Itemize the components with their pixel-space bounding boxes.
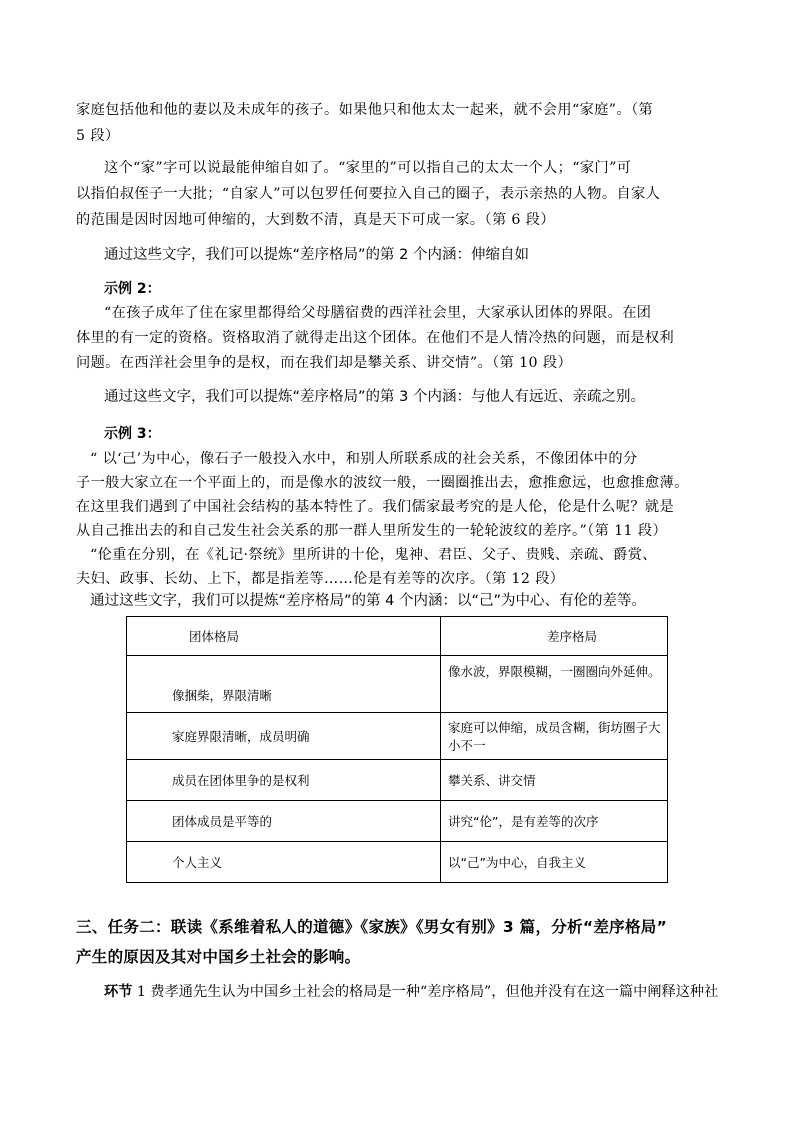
table-cell: 团体成员是平等的 xyxy=(127,801,441,842)
para1-line2: 5 段） xyxy=(76,128,120,144)
table-cell: 像水波，界限模糊，一圈圈向外延伸。 xyxy=(441,656,668,713)
table-cell: 以“己”为中心，自我主义 xyxy=(441,842,668,883)
table-cell: 成员在团体里争的是权利 xyxy=(127,760,441,801)
header-chaxu: 差序格局 xyxy=(441,617,668,656)
link1-label: 环节 xyxy=(104,984,133,1000)
para2-line3: 的范围是因时因地可伸缩的，大到数不清，真是天下可成一家。（第 6 段） xyxy=(76,212,555,228)
task2-heading-line2: 产生的原因及其对中国乡土社会的影响。 xyxy=(76,948,361,966)
para2-line2: 以指伯叔侄子一大批；“自家人”可以包罗任何要拉入自己的圈子，表示亲热的人物。自家人 xyxy=(76,186,661,202)
table-cell: 攀关系、讲交情 xyxy=(441,760,668,801)
example3-line4: 从自己推出去的和自己发生社会关系的那一群人里所发生的一轮轮波纹的差序。”（第 11 段） xyxy=(76,523,668,539)
summary-4: 通过这些文字，我们可以提炼“差序格局”的第 4 个内涵：以“己”为中心、有伦的差等。 xyxy=(90,593,646,609)
table-cell: 家庭界限清晰，成员明确 xyxy=(127,713,441,760)
task2-heading-line1: 三、任务二：联读《系维着私人的道德》《家族》《男女有别》3 篇，分析“差序格局” xyxy=(76,918,668,936)
para1-line1: 家庭包括他和他的妻以及未成年的孩子。如果他只和他太太一起来，就不会用“家庭”。（第 xyxy=(76,102,654,118)
header-tuanti: 团体格局 xyxy=(127,617,441,656)
link1-text: 1 费孝通先生认为中国乡土社会的格局是一种“差序格局”，但他并没有在这一篇中阐释这种社 xyxy=(132,984,719,1000)
example2-line1: “在孩子成年了住在家里都得给父母膳宿费的西洋社会里，大家承认团体的界限。在团 xyxy=(104,305,652,321)
summary-2: 通过这些文字，我们可以提炼“差序格局”的第 2 个内涵：伸缩自如 xyxy=(104,247,529,263)
example2-line2: 体里的有一定的资格。资格取消了就得走出这个团体。在他们不是人情冷热的问题，而是权利 xyxy=(76,330,675,346)
summary-3: 通过这些文字，我们可以提炼“差序格局”的第 3 个内涵：与他人有远近、亲疏之别。 xyxy=(104,389,645,405)
example3-line5: “伦重在分别，在《礼记·祭统》里所讲的十伦，鬼神、君臣、父子、贵贱、亲疏、爵赏、 xyxy=(90,547,657,563)
example-2-label: 示例 2： xyxy=(104,281,161,297)
example3-line1: “ 以‘己’为中心，像石子一般投入水中，和别人所联系成的社会关系，不像团体中的分 xyxy=(90,451,638,467)
table-row xyxy=(127,801,668,842)
example3-line3: 在这里我们遇到了中国社会结构的基本特性了。我们儒家最考究的是人伦，伦是什么呢？就是 xyxy=(76,499,675,515)
table-cell: 个人主义 xyxy=(127,842,441,883)
table-cell: 像捆柴，界限清晰 xyxy=(127,656,441,713)
link1-paragraph xyxy=(104,981,718,1001)
example2-line3: 问题。在西洋社会里争的是权，而在我们却是攀关系、讲交情”。（第 10 段） xyxy=(76,355,573,371)
table-cell: 家庭可以伸缩，成员含糊，街坊圈子大小不一 xyxy=(441,713,668,760)
table-row xyxy=(127,842,668,883)
example-3-label: 示例 3： xyxy=(104,426,161,442)
example3-line2: 子一般大家立在一个平面上的，而是像水的波纹一般，一圈圈推出去，愈推愈远，也愈推愈薄。 xyxy=(76,475,689,491)
para2-line1: 这个“家”字可以说最能伸缩自如了。“家里的”可以指自己的太太一个人；“家门”可 xyxy=(104,160,632,176)
table-row xyxy=(127,656,668,713)
example3-line6: 夫妇、政事、长幼、上下，都是指差等……伦是有差等的次序。（第 12 段） xyxy=(76,571,565,587)
table-cell: 讲究“伦”，是有差等的次序 xyxy=(441,801,668,842)
table-header-row xyxy=(127,617,668,656)
table-row xyxy=(127,760,668,801)
table-row xyxy=(127,713,668,760)
comparison-table xyxy=(126,616,668,883)
